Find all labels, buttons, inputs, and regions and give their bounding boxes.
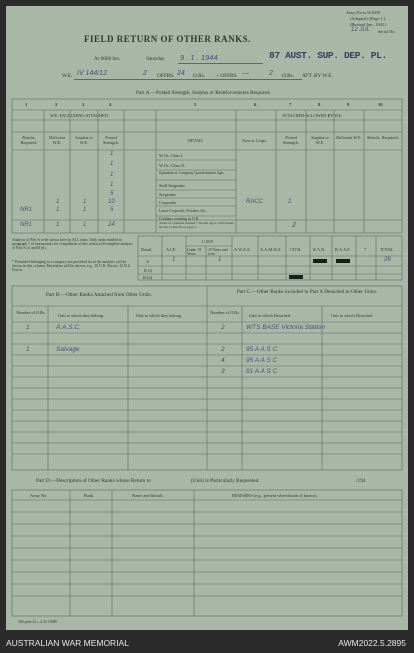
- part-d-remarks-header: REMARKS (e.g., present whereabouts if known).: [232, 493, 318, 498]
- blocked-civil-cell: [289, 275, 303, 279]
- ors-value: 24: [177, 70, 185, 77]
- detail-wo-class2: W.Os. Class II.: [159, 163, 185, 168]
- part-d-rank-header: Rank.: [84, 493, 95, 498]
- serial-value: 12 JUL: [351, 27, 371, 33]
- analysis-row-bii: B (ii): [143, 275, 153, 280]
- part-c-entry-1-unit: WTS BASE Victoria Station: [246, 324, 325, 331]
- asterisk-header: *: [364, 247, 367, 252]
- part-b-unit-header-1: Unit to which they belong.: [58, 313, 104, 318]
- posted-staff-sgt: 1: [110, 182, 114, 188]
- day-label: Saturday: [146, 56, 165, 62]
- att-label: ATT. BY W.E.: [302, 73, 333, 79]
- reinf-total: NR1: [20, 222, 33, 228]
- detail-sergeants: Sergeants: [159, 192, 176, 197]
- we-label: W.E.: [62, 73, 73, 79]
- analysis-total-value: 26: [384, 257, 391, 263]
- detail-staff-sergeants: Staff Sergeants: [159, 183, 185, 188]
- posted-privates: 5: [110, 207, 114, 213]
- aamws-header: A.A.M.W.S.: [260, 247, 282, 252]
- deficient-total: 1: [56, 222, 60, 228]
- part-c-unit-header-2: Unit to which Detached.: [331, 313, 374, 318]
- surplus-header: Surplus to W.E.: [75, 135, 93, 145]
- analysis-note: Analysis of Part A to be shown here by ALL units. Only units entitled in paragraph 7 of instructions for compilation of this return will complete analysis of Part A (i) and B (ii).: [12, 238, 133, 250]
- total-header: TOTAL: [380, 247, 394, 252]
- personnel-note: * Personnel belonging to a category not provided for in the analysis will be shown in this column. Particulars will be shown, e.g., 10 U.K. Forces, 14 N.Z. Forces.: [12, 260, 132, 272]
- part-c-entry-2-unit: 95 A A S C: [246, 346, 278, 353]
- right-posted-total: 2: [292, 222, 296, 229]
- detail-header: DETAIL: [188, 138, 204, 143]
- analysis-row-a: A: [146, 259, 150, 264]
- detail-corporals: Corporals: [159, 200, 176, 205]
- blocked-raaf-cell: [336, 259, 350, 263]
- col-number-5: 5: [194, 102, 197, 107]
- part-c-entry-3-num: 4: [221, 357, 225, 364]
- offrs-value: 2: [143, 70, 147, 77]
- part-d-title-year: /194: [356, 478, 366, 484]
- part-c-title: Part C.—Other Ranks included in Part A Detached to Other Units.: [236, 289, 378, 295]
- part-c-entry-4-num: 3: [221, 368, 225, 375]
- part-c-unit-header-1: Unit to which Detached.: [249, 313, 292, 318]
- right-posted-corporals: 2: [288, 199, 292, 205]
- detail-lance-corporals: Lance-Corporals, Privates, Etc.: [159, 209, 207, 213]
- serial-label: Serial No.: [378, 29, 396, 34]
- attached-allowed-header: ATTACHED ALLOWED BY W.E.: [282, 113, 343, 118]
- ran-header: R.A.N.: [313, 247, 326, 252]
- part-c-entry-4-unit: 91 A A S C: [246, 368, 278, 375]
- col-number-7: 7: [289, 102, 292, 107]
- blocked-ran-cell: [313, 259, 327, 263]
- analysis-over19-value: 1: [218, 257, 222, 263]
- detail-wo-class1: W.Os. Class I.: [159, 153, 184, 158]
- posted-wo1: 1: [110, 151, 114, 157]
- col-number-3: 3: [82, 102, 85, 107]
- unit-stamp: 87 AUST. SUP. DEP. PL.: [269, 50, 387, 61]
- detail-totals-note: Totals of columns marked * should agree with details shown in Part B on page 2.: [159, 221, 234, 229]
- right-posted-header: Posted Strength.: [283, 135, 299, 145]
- archive-footer: [0, 630, 414, 653]
- part-d-title-mid: (Unit) is Particularly Requested.: [191, 478, 260, 484]
- part-c-number-header: Number of O.Rs.: [210, 310, 240, 315]
- we-excluding-header: W.E. EXCLUDING ATTACHED.: [50, 113, 109, 118]
- part-b-title: Part B.—Other Ranks Attached from Other Units.: [46, 292, 152, 298]
- form-sheet: [6, 6, 408, 630]
- form-grid-lines: [6, 6, 408, 630]
- col-number-1: 1: [25, 102, 28, 107]
- part-b-entry-2-unit: Salvage: [56, 346, 80, 353]
- analysis-aif-header: A.I.F.: [166, 247, 176, 252]
- part-d-army-no-header: Army No.: [30, 493, 48, 498]
- form-title: FIELD RETURN OF OTHER RANKS.: [84, 34, 251, 44]
- part-b-unit-header-2: Unit to which they belong.: [136, 313, 182, 318]
- col-number-10: 10: [378, 102, 383, 107]
- part-b-entry-1-unit: A.A.S.C.: [56, 324, 81, 331]
- date-value: 9 . 1 . 1944: [180, 53, 218, 62]
- part-b-entry-1-num: 1: [26, 324, 30, 331]
- posted-corporals: 10: [108, 199, 115, 205]
- right-arm-corps: RACC: [246, 199, 264, 205]
- posted-sqmsgt: 1: [110, 172, 114, 178]
- raaf-header: R.A.A.F.: [335, 247, 351, 252]
- right-deficient-header: Deficient W.E.: [336, 135, 362, 140]
- over-19-header: 19 Years and over.: [208, 248, 228, 256]
- ors-label: O.Rs.: [193, 73, 206, 79]
- part-d-name-header: Name and Initials.: [132, 493, 164, 498]
- posted-total: 24: [108, 222, 115, 228]
- right-surplus-header: Surplus to W.E.: [311, 135, 329, 145]
- analysis-aif-value: 1: [172, 257, 176, 263]
- surplus-privates: 1: [83, 207, 87, 213]
- surplus-corporals: 1: [83, 199, 87, 205]
- detail-sqn-qm-sgts: Squadron or Company Quartermaster Sgts.: [159, 171, 225, 175]
- adapted-note: (Adapted.) (Page 1.): [350, 16, 386, 21]
- part-d-title: Part D.—Description of Other Ranks whose Return to: [36, 478, 151, 484]
- deficient-header: Deficient W.E.: [49, 135, 65, 145]
- we-value: IV 144/12: [77, 70, 107, 77]
- reinf-privates: NR1: [20, 207, 33, 213]
- deficient-corporals: 1: [56, 199, 60, 205]
- part-a-title: Part A.—Posted Strength, Surplus or Reinforcements Required.: [136, 90, 271, 96]
- posted-wo2: 1: [110, 161, 114, 167]
- plus-offrs-value: —: [242, 70, 249, 77]
- arm-corps-header: Arm or Corps.: [242, 138, 267, 143]
- plus-ors-value: 2: [269, 70, 273, 77]
- col-number-8: 8: [318, 102, 321, 107]
- part-c-entry-1-num: 2: [221, 324, 225, 331]
- part-b-number-header: Number of O.Rs.: [16, 310, 46, 315]
- footer-accession-number: AWM2022.5.2895: [338, 638, 406, 648]
- surplus-total: 1: [83, 222, 87, 228]
- col-number-2: 2: [55, 102, 58, 107]
- analysis-row-bi: B (i): [144, 268, 152, 273]
- col-number-4: 4: [109, 102, 112, 107]
- posted-strength-header: Posted Strength.: [103, 135, 119, 145]
- offrs-label: OFFRS.: [157, 73, 175, 79]
- army-form-number: Army Form W.3009.: [346, 10, 381, 15]
- col-number-6: 6: [254, 102, 257, 107]
- plus-ors-label: O.Rs.: [282, 73, 295, 79]
- analysis-detail-header: Detail.: [141, 247, 153, 252]
- part-c-entry-2-num: 2: [221, 346, 225, 353]
- civil-header: CIVIL: [290, 247, 302, 252]
- col-number-9: 9: [347, 102, 350, 107]
- under-19-header: Under 19 Years.: [187, 248, 202, 256]
- posted-sergeants: 5: [110, 191, 114, 197]
- footer-institution: AUSTRALIAN WAR MEMORIAL: [6, 638, 129, 648]
- cmf-header: C.M.F.: [202, 239, 214, 244]
- deficient-privates: 1: [56, 207, 60, 213]
- reinfts-required-header: Reinfts. Required.: [20, 135, 38, 145]
- plus-offrs-label: + OFFRS.: [216, 73, 238, 79]
- part-c-entry-3-unit: 95 A A S C: [246, 357, 278, 364]
- part-b-entry-2-num: 1: [26, 346, 30, 353]
- revised-note: (Revised Jan., 1943.): [350, 22, 387, 27]
- printer-imprint: 500 pads 25—4.43 13080: [18, 620, 58, 624]
- detail-civilians: Civilians counting as O.R.: [159, 217, 200, 221]
- awas-header: A.W.A.S.: [234, 247, 251, 252]
- at-label: At 0600 hrs.: [94, 56, 121, 62]
- right-reinfts-header: Reinfts. Required.: [367, 135, 399, 140]
